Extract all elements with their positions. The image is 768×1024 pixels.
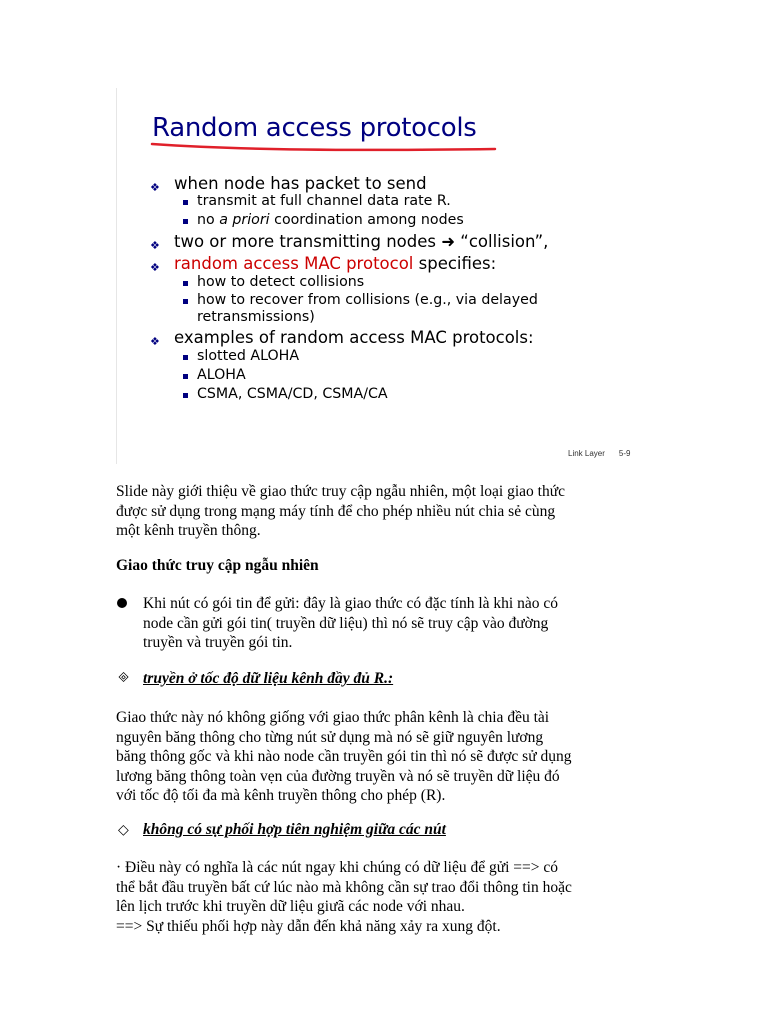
text-line: lương băng thông toàn vẹn của đường truyền và nó sẽ truyền dữ liệu đó — [116, 767, 560, 785]
text-line: Khi nút có gói tin để gửi: đây là giao thức có đặc tính là khi nào có — [143, 595, 558, 612]
slide-item-1: when node has packet to send — [174, 174, 427, 193]
text-line: Slide này giới thiệu về giao thức truy cập ngẫu nhiên, một loại giao thức — [116, 483, 565, 500]
diamond-bullet-icon: ❖ — [150, 181, 160, 194]
text-line: một kênh truyền thông. — [116, 522, 261, 539]
text-line: với tốc độ tối đa mà kênh truyền thông cho phép (R). — [116, 787, 446, 804]
slide-item-2: two or more transmitting nodes ➜ “collision”, — [174, 232, 549, 251]
full-rate-paragraph — [116, 708, 656, 806]
slide-subitem-1-2: no a priori coordination among nodes — [197, 212, 464, 228]
slide-title: Random access protocols — [152, 113, 477, 143]
square-bullet-icon — [183, 299, 188, 304]
square-bullet-icon — [183, 200, 188, 205]
subheading-no-coordination: không có sự phối hợp tiên nghiệm giữa các nút — [143, 821, 446, 838]
diamond-bullet-icon: ❖ — [150, 261, 160, 274]
text-line: băng thông gốc và khi nào node cần truyền gói tin thì nó sẽ được sử dụng — [116, 748, 572, 765]
text-line: truyền và truyền gói tin. — [143, 634, 293, 651]
text-line: ==> Sự thiếu phối hợp này dẫn đến khả năng xảy ra xung đột. — [116, 917, 501, 935]
intro-paragraph — [116, 482, 656, 541]
text-line: được sử dụng trong mạng máy tính để cho phép nhiều nút chia sẻ cùng — [116, 502, 556, 520]
slide-subitem-1-1: transmit at full channel data rate R. — [197, 193, 451, 209]
text-line: lên lịch trước khi truyền dữ liệu giưã các node với nhau. — [116, 898, 465, 915]
slide-subitem-4-1: slotted ALOHA — [197, 348, 300, 364]
section-heading: Giao thức truy cập ngẫu nhiên — [116, 557, 319, 574]
text-line: node cần gửi gói tin( truyền dữ liệu) thì nó sẽ truy cập vào đường — [143, 614, 549, 632]
square-bullet-icon — [183, 393, 188, 398]
diamond-bullet-icon: ❖ — [150, 335, 160, 348]
text-line: Giao thức này nó không giống với giao thức phân kênh là chia đều tài — [116, 709, 550, 726]
slide-subitem-3-2: how to recover from collisions (e.g., via delayed — [197, 292, 538, 308]
square-bullet-icon — [183, 219, 188, 224]
title-underline-decoration — [150, 140, 500, 154]
square-bullet-icon — [183, 355, 188, 360]
text-line: nguyên băng thông cho từng nút sử dụng mà nó sẽ giữ nguyên lương — [116, 728, 544, 746]
diamond-bullet-icon: ◇ — [118, 823, 129, 838]
bullet-dot-icon — [117, 598, 127, 608]
slide-border — [116, 88, 117, 464]
diamond-bullet-icon: ❖ — [150, 239, 160, 252]
square-bullet-icon — [183, 374, 188, 379]
slide-subitem-3-1: how to detect collisions — [197, 274, 365, 290]
slide-footer: Link Layer 5-9 — [568, 449, 631, 458]
slide-item-3: random access MAC protocol specifies: — [174, 254, 497, 273]
slide-subitem-3-2-cont: retransmissions) — [197, 309, 315, 325]
slide-item-4: examples of random access MAC protocols: — [174, 328, 534, 347]
text-line: thể bắt đầu truyền bất cứ lúc nào mà không cần sự trao đổi thông tin hoặc — [116, 878, 572, 896]
text-line: · Điều này có nghĩa là các nút ngay khi chúng có dữ liệu để gửi ==> có — [116, 859, 559, 876]
slide-subitem-4-3: CSMA, CSMA/CD, CSMA/CA — [197, 386, 388, 402]
slide-subitem-4-2: ALOHA — [197, 367, 246, 383]
no-coordination-paragraph — [116, 858, 656, 936]
diamond-bullet-icon: 🞜 — [118, 671, 130, 686]
subheading-full-rate: truyền ở tốc độ dữ liệu kênh đầy đủ R.: — [143, 670, 394, 687]
square-bullet-icon — [183, 281, 188, 286]
bullet-paragraph — [143, 594, 653, 653]
